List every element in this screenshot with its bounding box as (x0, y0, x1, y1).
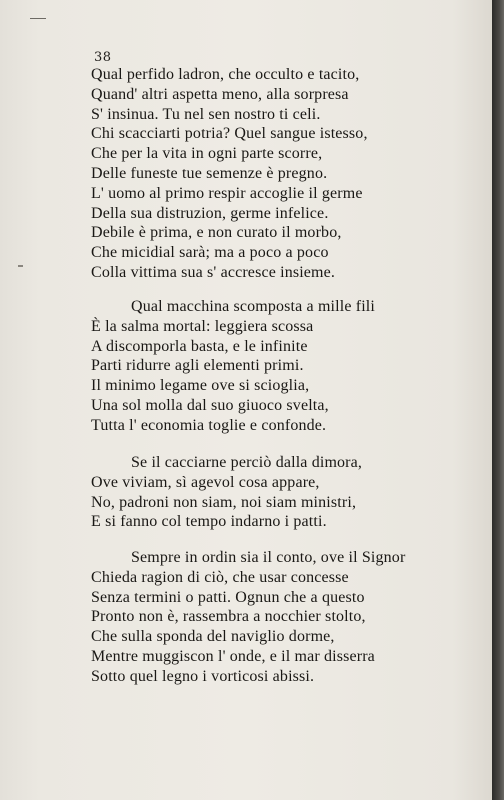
verse-line: Colla vittima sua s' accresce insieme. (91, 263, 336, 281)
verse-line: Qual perfido ladron, che occulto e tacito, (91, 66, 360, 83)
verse-line: Parti ridurre agli elementi primi. (91, 357, 304, 375)
verse-line: È la salma mortal: leggiera scossa (91, 317, 314, 335)
verse-line: Tutta l' economia toglie e confonde. (91, 416, 327, 434)
facing-page-edge (492, 0, 504, 800)
verse-line: Quand' altri aspetta meno, alla sorpresa (91, 85, 349, 103)
verse-line: Chieda ragion di ciò, che usar concesse (91, 568, 349, 586)
stanza-1 (91, 65, 368, 283)
verse-line: No, padroni non siam, noi siam ministri, (91, 493, 357, 511)
verse-line: Che sulla sponda del naviglio dorme, (91, 628, 335, 646)
verse-line: Chi scacciarti potria? Quel sangue istesso, (91, 125, 368, 143)
verse-line: Sempre in ordin sia il conto, ove il Signor (131, 549, 406, 566)
verse-line: E si fanno col tempo indarno i patti. (91, 513, 327, 531)
verse-line: Senza termini o patti. Ognun che a questo (91, 588, 365, 606)
verse-line: Il minimo legame ove si scioglia, (91, 377, 310, 395)
verse-line: S' insinua. Tu nel sen nostro ti celi. (91, 105, 321, 123)
verse-line: Una sol molla dal suo giuoco svelta, (91, 396, 329, 414)
verse-line: A discomporla basta, e le infinite (91, 337, 308, 355)
verse-line: Pronto non è, rassembra a nocchier stolto, (91, 608, 366, 626)
verse-line: Debile è prima, e non curato il morbo, (91, 224, 342, 242)
verse-line: L' uomo al primo respir accoglie il germe (91, 184, 363, 202)
page-number: 38 (94, 50, 112, 65)
stanza-4 (91, 548, 405, 687)
verse-line: Sotto quel legno i vorticosi abissi. (91, 667, 315, 685)
stanza-3 (91, 453, 362, 532)
verse-line: Che micidial sarà; ma a poco a poco (91, 244, 329, 262)
stanza-2 (91, 297, 375, 436)
verse-line: Che per la vita in ogni parte scorre, (91, 145, 323, 163)
verse-line: Delle funeste tue semenze è pregno. (91, 164, 328, 182)
verse-line: Mentre muggiscon l' onde, e il mar disserra (91, 647, 375, 665)
margin-speck (18, 265, 23, 267)
margin-mark (30, 18, 46, 19)
verse-line: Della sua distruzion, germe infelice. (91, 204, 329, 222)
verse-line: Se il cacciarne perciò dalla dimora, (131, 454, 363, 471)
verse-line: Qual macchina scomposta a mille fili (131, 298, 375, 315)
verse-line: Ove viviam, sì agevol cosa appare, (91, 473, 320, 491)
